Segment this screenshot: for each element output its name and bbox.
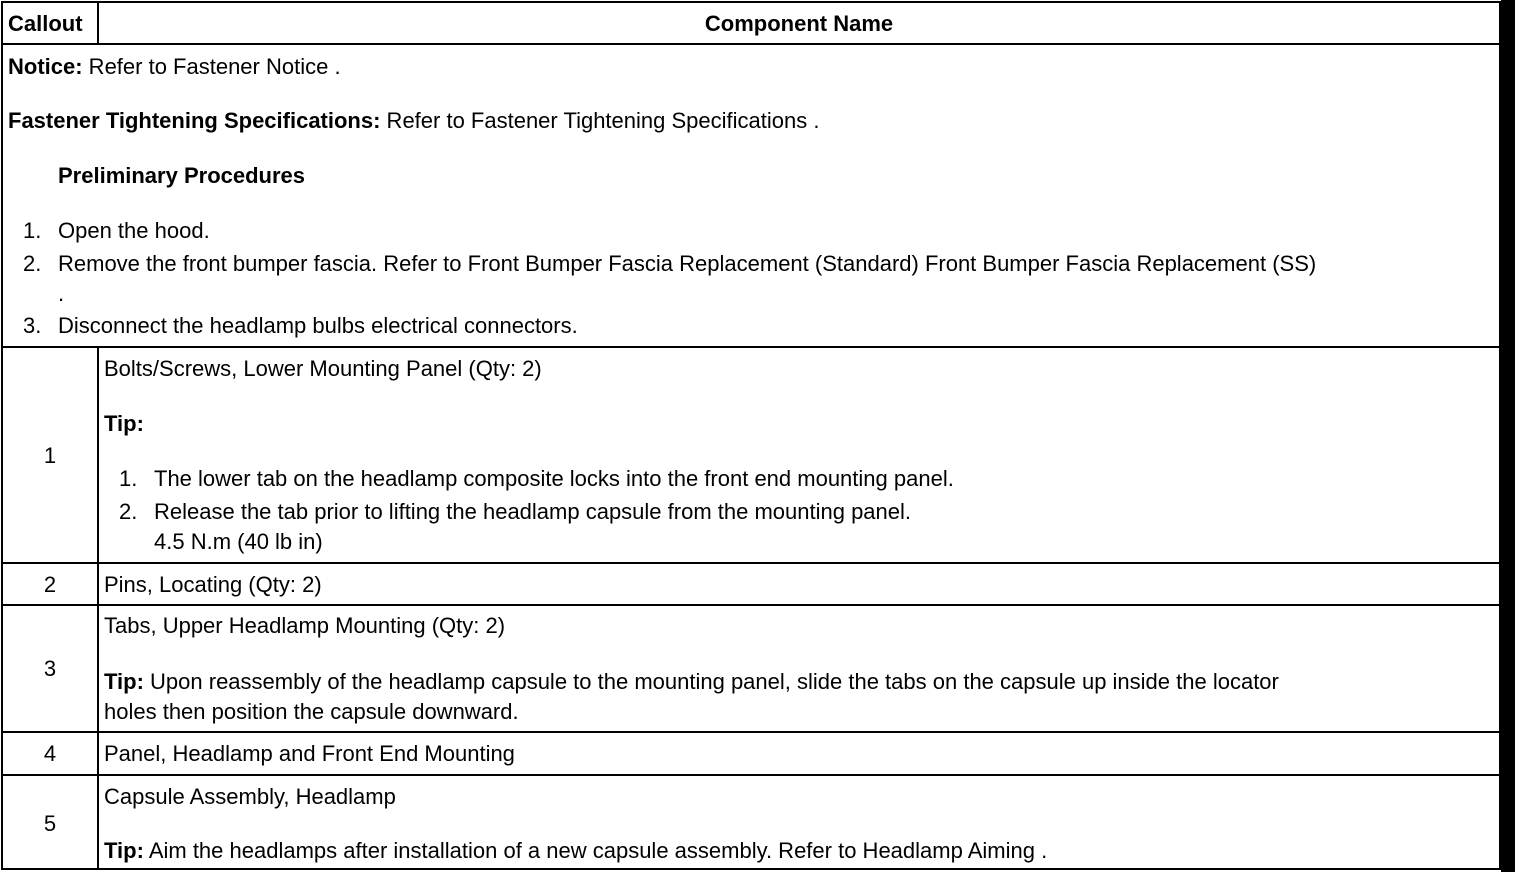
notice-line	[8, 54, 341, 80]
row-divider-2	[3, 562, 1503, 564]
notice-text: Refer to Fastener Notice .	[82, 54, 341, 79]
tip-text: Aim the headlamps after installation of a new capsule assembly. Refer to Headlamp Aiming .	[143, 838, 1048, 863]
component-name: Capsule Assembly, Headlamp	[104, 784, 396, 809]
component-table	[1, 1, 1501, 870]
row-divider-3	[3, 604, 1503, 606]
callout-number: 1	[43, 443, 57, 468]
notice-label: Notice:	[8, 54, 83, 79]
tip-text: Upon reassembly of the headlamp capsule to the mounting panel, slide the tabs on the capsule up inside the locator	[143, 669, 1279, 694]
step-number: 2.	[23, 251, 42, 276]
step-text-continued: .	[58, 281, 65, 306]
component-name: Pins, Locating (Qty: 2)	[104, 572, 322, 597]
column-divider	[97, 346, 99, 870]
torque-spec: 4.5 N.m (40 lb in)	[154, 529, 323, 554]
tip-line	[104, 838, 1047, 864]
header-component-name: Component Name	[704, 11, 894, 36]
step-text: Remove the front bumper fascia. Refer to Front Bumper Fascia Replacement (Standard) Front Bumper Fascia Replacement (SS)	[58, 251, 1317, 276]
preliminary-heading: Preliminary Procedures	[58, 163, 306, 188]
header-divider	[3, 43, 1503, 45]
callout-number: 4	[43, 741, 57, 766]
tip-label: Tip:	[104, 838, 144, 863]
header-callout: Callout	[8, 11, 83, 36]
spec-label: Fastener Tightening Specifications:	[8, 108, 381, 133]
page-edge-shadow	[1501, 0, 1515, 872]
step-number: 1.	[23, 218, 42, 243]
callout-number: 3	[43, 656, 57, 681]
step-number: 3.	[23, 313, 42, 338]
row-divider-1	[3, 346, 1503, 348]
tip-label: Tip:	[104, 411, 144, 436]
row-divider-4	[3, 731, 1503, 733]
spec-line	[8, 108, 819, 134]
step-text: Open the hood.	[58, 218, 210, 243]
spec-text: Refer to Fastener Tightening Specifications .	[380, 108, 820, 133]
tip-label: Tip:	[104, 669, 144, 694]
callout-number: 5	[43, 811, 57, 836]
component-name: Tabs, Upper Headlamp Mounting (Qty: 2)	[104, 613, 506, 638]
component-name: Bolts/Screws, Lower Mounting Panel (Qty: 2)	[104, 356, 542, 381]
tip-text: Release the tab prior to lifting the headlamp capsule from the mounting panel.	[154, 499, 912, 524]
callout-number: 2	[43, 572, 57, 597]
component-name: Panel, Headlamp and Front End Mounting	[104, 741, 515, 766]
step-text: Disconnect the headlamp bulbs electrical connectors.	[58, 313, 578, 338]
tip-number: 2.	[119, 499, 138, 524]
tip-line	[104, 669, 1279, 695]
row-divider-5	[3, 774, 1503, 776]
tip-number: 1.	[119, 466, 138, 491]
tip-text: The lower tab on the headlamp composite locks into the front end mounting panel.	[154, 466, 954, 491]
tip-text-continued: holes then position the capsule downward.	[104, 699, 519, 724]
